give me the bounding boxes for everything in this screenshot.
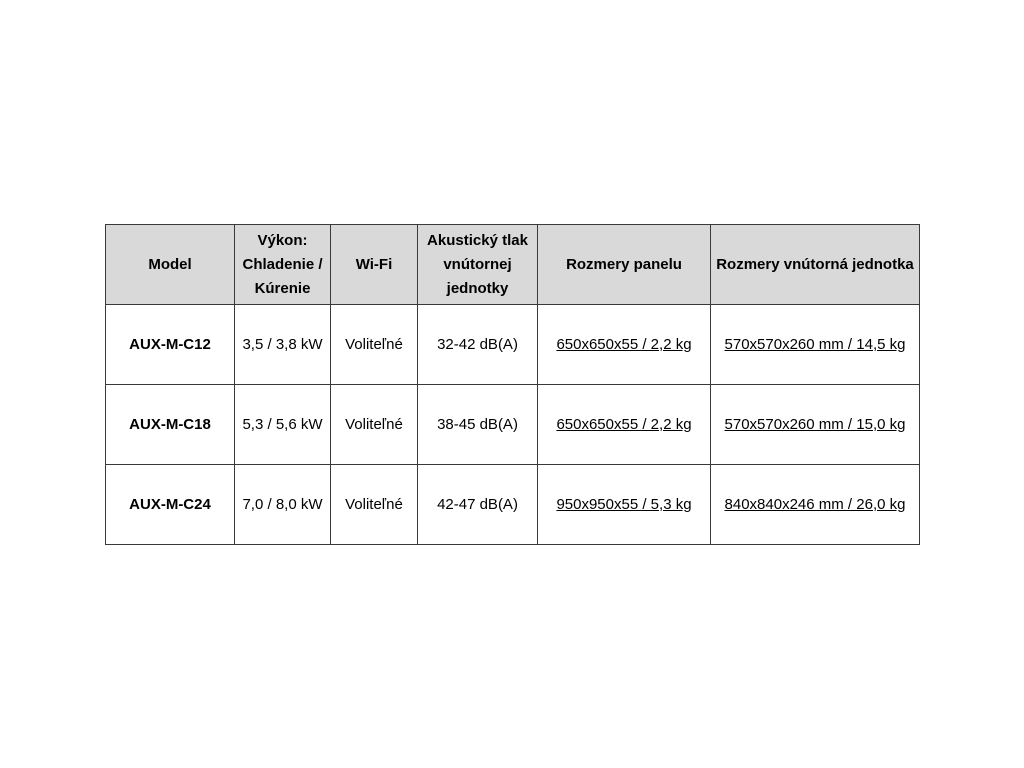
- cell-noise: 38-45 dB(A): [418, 385, 538, 465]
- table-body: [106, 305, 920, 545]
- header-model: Model: [106, 225, 235, 305]
- header-noise: Akustický tlak vnútornej jednotky: [418, 225, 538, 305]
- header-unit-dimensions: Rozmery vnútorná jednotka: [711, 225, 920, 305]
- cell-model: AUX-M-C18: [106, 385, 235, 465]
- cell-power: 3,5 / 3,8 kW: [235, 305, 331, 385]
- spec-table: [105, 224, 920, 545]
- cell-panel-link[interactable]: 950x950x55 / 5,3 kg: [538, 465, 711, 545]
- cell-noise: 42-47 dB(A): [418, 465, 538, 545]
- cell-panel-link[interactable]: 650x650x55 / 2,2 kg: [538, 385, 711, 465]
- cell-unit-link[interactable]: 570x570x260 mm / 15,0 kg: [711, 385, 920, 465]
- cell-unit-link[interactable]: 840x840x246 mm / 26,0 kg: [711, 465, 920, 545]
- table-row: [106, 385, 920, 465]
- cell-power: 7,0 / 8,0 kW: [235, 465, 331, 545]
- cell-panel-link[interactable]: 650x650x55 / 2,2 kg: [538, 305, 711, 385]
- cell-wifi: Voliteľné: [331, 305, 418, 385]
- table-row: [106, 305, 920, 385]
- cell-model: AUX-M-C12: [106, 305, 235, 385]
- table-row: [106, 465, 920, 545]
- cell-power: 5,3 / 5,6 kW: [235, 385, 331, 465]
- table-header: [106, 225, 920, 305]
- cell-noise: 32-42 dB(A): [418, 305, 538, 385]
- cell-unit-link[interactable]: 570x570x260 mm / 14,5 kg: [711, 305, 920, 385]
- header-panel-dimensions: Rozmery panelu: [538, 225, 711, 305]
- cell-wifi: Voliteľné: [331, 465, 418, 545]
- header-row: [106, 225, 920, 305]
- cell-model: AUX-M-C24: [106, 465, 235, 545]
- cell-wifi: Voliteľné: [331, 385, 418, 465]
- header-power: Výkon: Chladenie / Kúrenie: [235, 225, 331, 305]
- header-wifi: Wi-Fi: [331, 225, 418, 305]
